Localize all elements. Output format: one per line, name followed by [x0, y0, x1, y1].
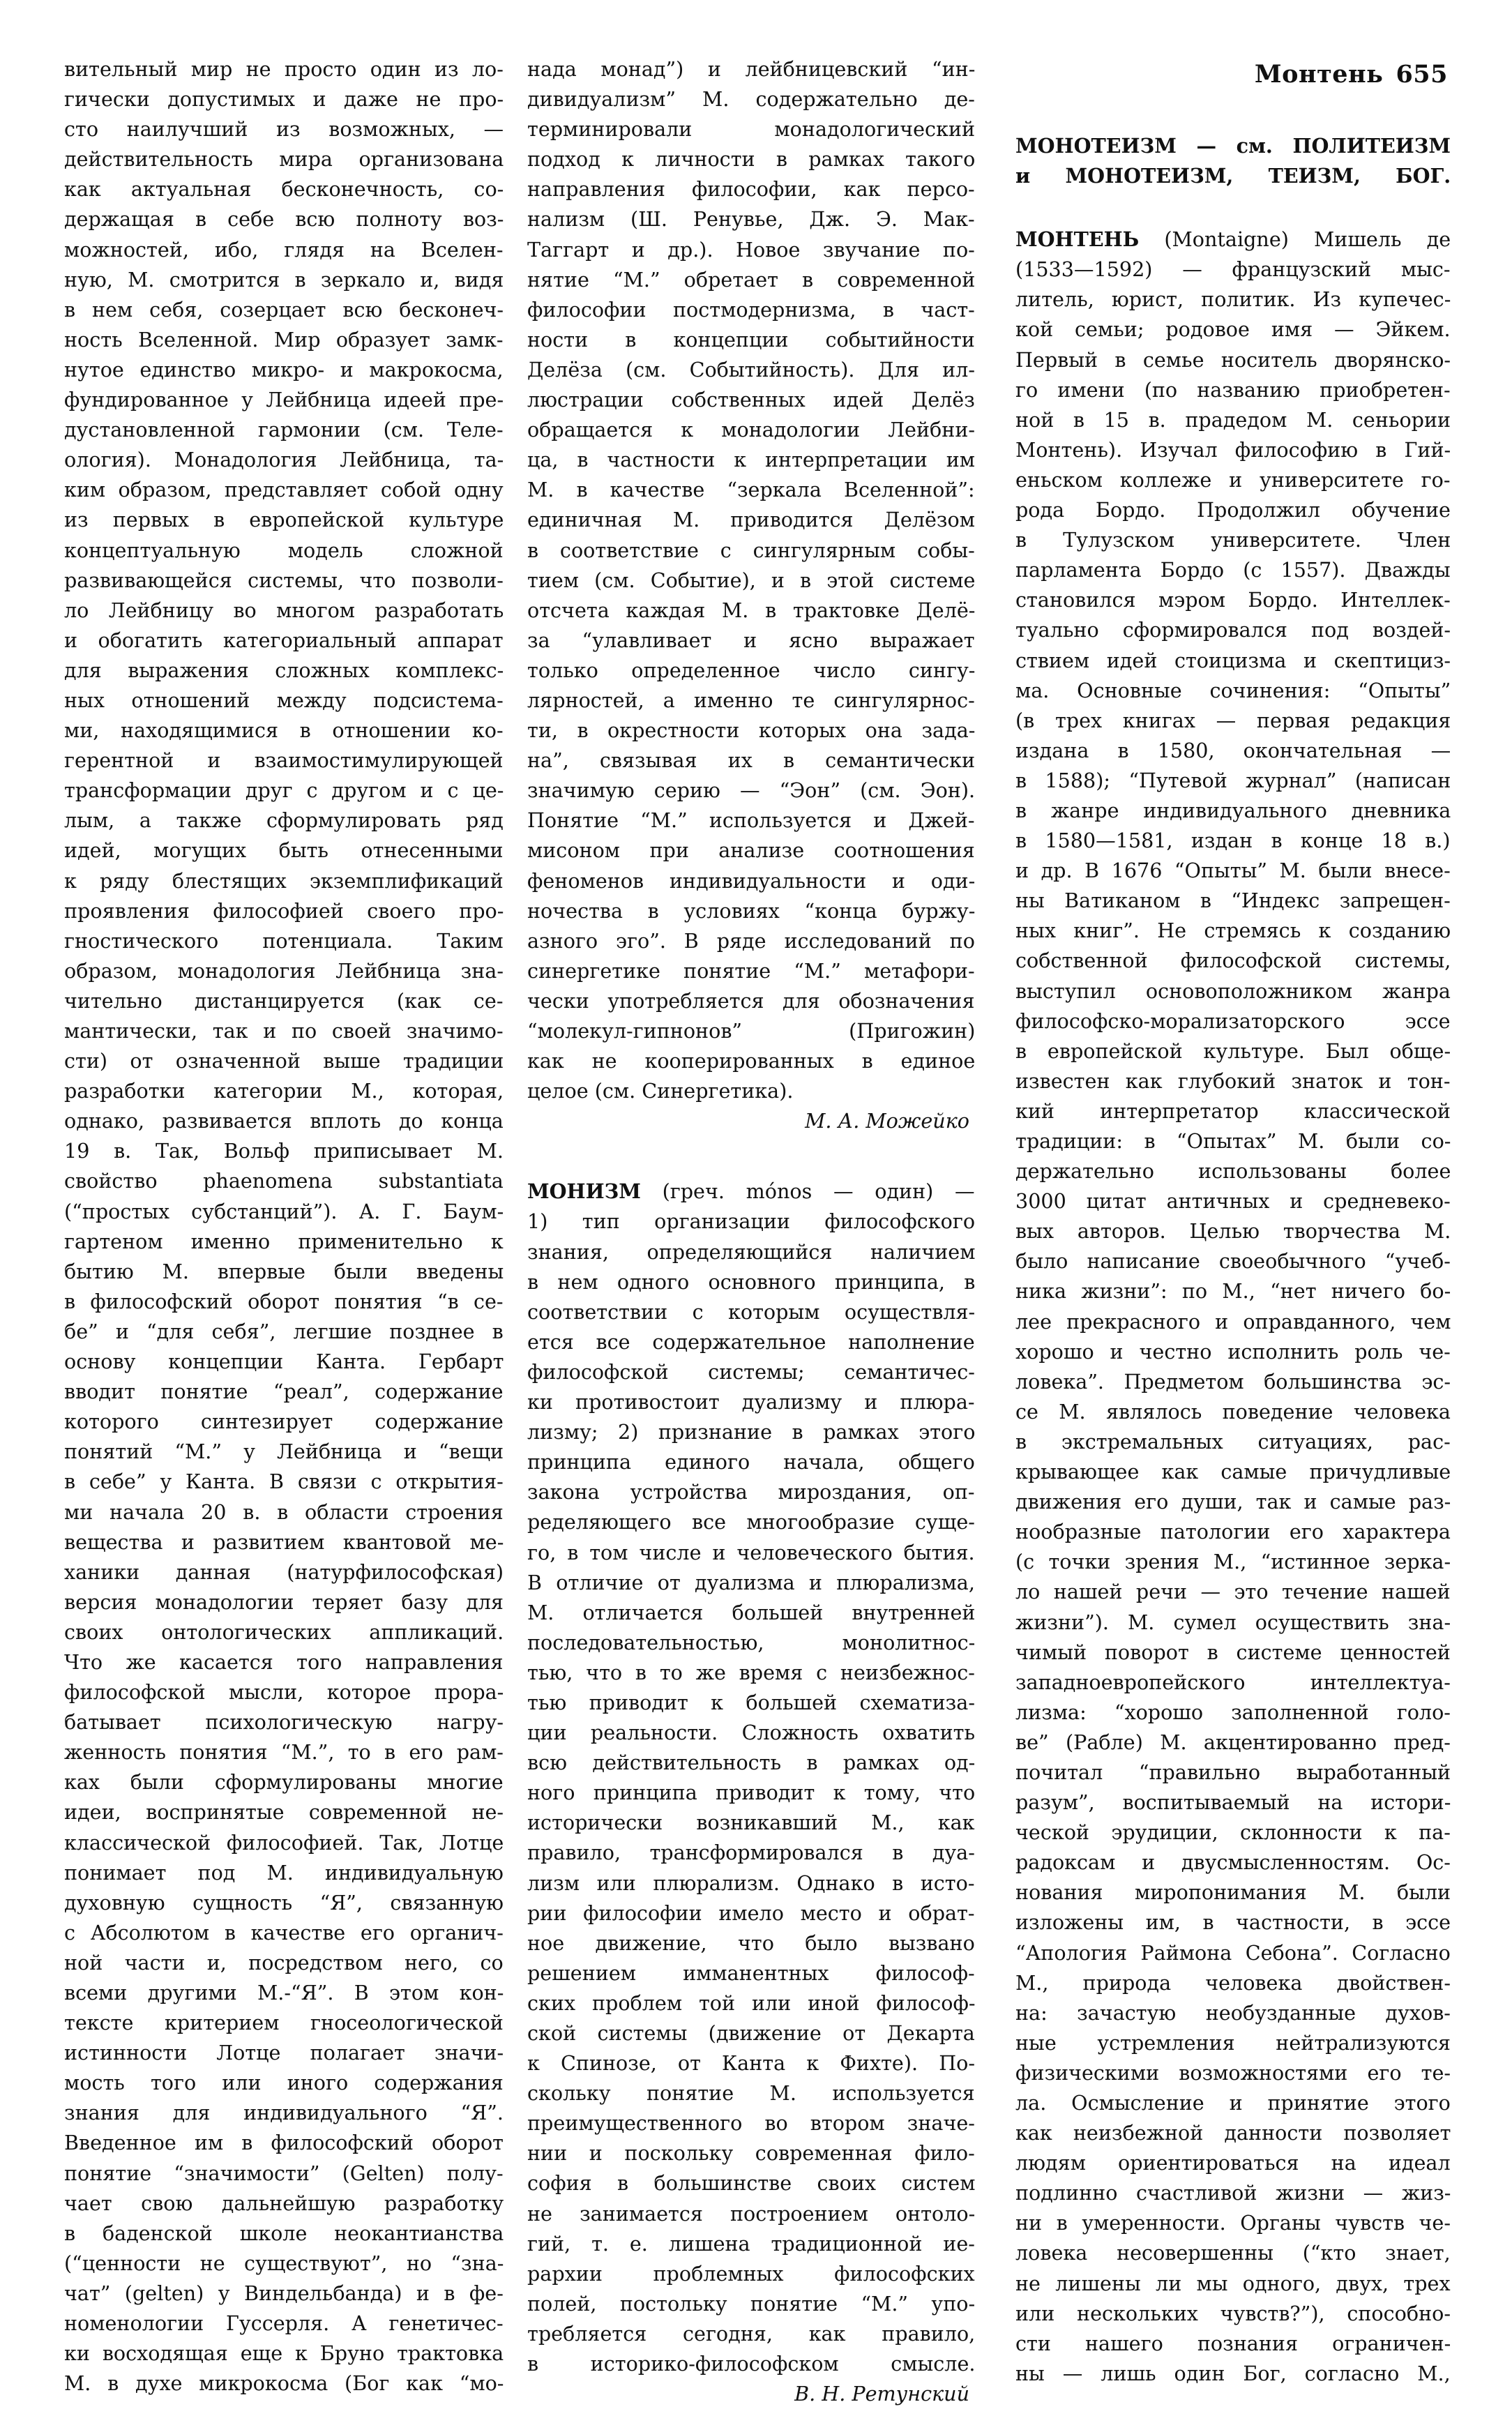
- text-line: философской мысли, которое прора-: [64, 1680, 504, 1705]
- text-line: азного эго”. В ряде исследований по: [527, 928, 975, 953]
- text-line: знания, определяющийся наличием: [527, 1239, 976, 1264]
- text-line: гически допустимых и даже не про-: [64, 87, 504, 112]
- text-line: крывающее как самые причудливые: [1015, 1460, 1451, 1484]
- text-line: (1533—1592) — французский мыс-: [1015, 257, 1451, 282]
- text-line: М. в качестве “зеркала Вселенной”:: [527, 478, 975, 502]
- text-line: ских проблем той или иной философ-: [527, 1991, 976, 2015]
- text-line: людям ориентироваться на идеал: [1015, 2151, 1451, 2175]
- text-line: философской системы; семантичес-: [527, 1359, 975, 1384]
- author-signature: В. Н. Ретунский: [794, 2382, 969, 2406]
- text-line: ночества в условиях “конца буржу-: [527, 898, 976, 923]
- text-line: истинности Лотце полагает значи-: [64, 2041, 504, 2065]
- text-line: не лишены ли мы одного, двух, трех: [1015, 2271, 1451, 2295]
- text-line: женность понятия “М.”, то в его рам-: [64, 1740, 504, 1765]
- text-line: хорошо и честно исполнить роль че-: [1015, 1339, 1451, 1364]
- text-line: целое (см. Синергетика).: [527, 1079, 794, 1103]
- text-line: выступил основоположником жанра: [1015, 979, 1451, 1003]
- montaigne-lead-text: (Montaigne) Мишель де: [1164, 227, 1451, 252]
- page-number: 655: [1396, 60, 1448, 89]
- text-line: ные устремления нейтрализуются: [1015, 2030, 1451, 2055]
- text-line: тью приводит к большей схематиза-: [527, 1690, 975, 1714]
- text-line: исторически возникавший М., как: [527, 1811, 975, 1835]
- text-line: (“ценности не существуют”, но “зна-: [64, 2251, 504, 2275]
- text-line: в экстремальных ситуациях, рас-: [1015, 1429, 1451, 1453]
- entry-monism: [527, 1177, 975, 2379]
- text-line: вительный мир не просто один из ло-: [64, 57, 504, 81]
- text-line: ве” (Рабле) М. акцентированно пред-: [1015, 1730, 1451, 1754]
- text-line: чески употребляется для обозначения: [527, 988, 975, 1013]
- monotheism-crossref-1: МОНОТЕИЗМ — см. ПОЛИТЕИЗМ: [1015, 134, 1451, 158]
- text-line: гартеном именно применительно к: [64, 1229, 504, 1253]
- text-line: ской системы (движение от Декарта: [527, 2021, 975, 2045]
- text-line: люстрации собственных идей Делёз: [527, 388, 975, 412]
- text-line: лым, а также сформулировать ряд: [64, 808, 504, 833]
- text-line: в 1580—1581, издан в конце 18 в.): [1015, 829, 1451, 853]
- text-line: как не кооперированных в единое: [527, 1049, 976, 1073]
- text-line: значимую серию — “Эон” (см. Эон).: [527, 778, 976, 803]
- text-line: понятий “М.” у Лейбница и “вещи: [64, 1440, 504, 1464]
- text-line: скольку понятие М. используется: [527, 2081, 975, 2106]
- text-line: ных отношений между подсистема-: [64, 688, 504, 712]
- entry-separator: [527, 1136, 975, 1177]
- text-line: для выражения сложных комплекс-: [64, 658, 504, 682]
- text-line: ны Ватиканом в “Индекс запрещен-: [1015, 889, 1451, 913]
- running-head: [1255, 60, 1448, 89]
- text-line: решением имманентных философ-: [527, 1961, 975, 1985]
- text-line: ло нашей речи — это течение нашей: [1015, 1580, 1451, 1604]
- text-line: в нем одного основного принципа, в: [527, 1269, 976, 1294]
- text-line: (“простых субстанций”). А. Г. Баум-: [64, 1199, 504, 1223]
- text-line: идеи, воспринятые современной не-: [64, 1800, 504, 1825]
- text-line: сто наилучший из возможных, —: [64, 117, 504, 142]
- text-line: было написание своеобычного “учеб-: [1015, 1249, 1451, 1274]
- text-line: однако, развивается вплоть до конца: [64, 1109, 504, 1133]
- text-line: тью, что в то же время с неизбежнос-: [527, 1660, 975, 1684]
- text-line: ную, М. смотрится в зеркало и, видя: [64, 267, 504, 292]
- text-line: требляется сегодня, как правило,: [527, 2321, 976, 2346]
- text-line: движения его души, так и самые раз-: [1015, 1490, 1451, 1514]
- text-line: направления философии, как персо-: [527, 177, 975, 202]
- text-line: нии и поскольку современная фило-: [527, 2141, 975, 2166]
- column-2: [527, 54, 975, 2409]
- text-line: за “улавливает и ясно выражает: [527, 628, 975, 652]
- text-line: (в трех книгах — первая редакция: [1015, 708, 1451, 732]
- text-line: ного принципа приводит к тому, что: [527, 1781, 976, 1805]
- monism-first-line: [527, 1177, 975, 1207]
- text-line: “Апология Раймона Себона”. Согласно: [1015, 1940, 1451, 1965]
- text-line: держащая в себе всю полноту воз-: [64, 207, 504, 232]
- entry-monotheism: [1015, 131, 1451, 191]
- text-line: известен как глубокий знаток и тон-: [1015, 1068, 1451, 1093]
- text-line: к Спинозе, от Канта к Фихте). По-: [527, 2051, 975, 2076]
- text-line: чительно дистанцируется (как се-: [64, 988, 504, 1013]
- text-line: чает свою дальнейшую разработку: [64, 2191, 504, 2215]
- text-line: М. в духе микрокосма (Бог как “мо-: [64, 2371, 504, 2396]
- text-line: ределяющего все многообразие суще-: [527, 1510, 975, 1534]
- monotheism-line: [1015, 161, 1451, 191]
- text-line: сти нашего познания ограничен-: [1015, 2331, 1451, 2355]
- text-line: 19 в. Так, Вольф приписывает М.: [64, 1139, 504, 1163]
- text-line: своих онтологических аппликаций.: [64, 1619, 504, 1644]
- text-line: тексте критерием гносеологической: [64, 2011, 504, 2035]
- text-line: ника жизни”: по М., “нет ничего бо-: [1015, 1279, 1451, 1304]
- text-line: Введенное им в философский оборот: [64, 2131, 504, 2155]
- text-line: чимый поворот в системе ценностей: [1015, 1640, 1451, 1664]
- text-line: кой семьи; родовое имя — Эйкем.: [1015, 317, 1451, 342]
- text-line: рии философии имело место и обрат-: [527, 1901, 975, 1925]
- text-line: гий, т. е. лишена традиционной ие-: [527, 2231, 975, 2256]
- text-line: изложены им, в частности, в эссе: [1015, 1910, 1451, 1935]
- text-line: М., природа человека двойствен-: [1015, 1970, 1451, 1995]
- text-line: бытию М. впервые были введены: [64, 1259, 504, 1283]
- text-line: трансформации друг с другом и с це-: [64, 778, 504, 803]
- text-line: нутое единство микро- и макрокосма,: [64, 357, 504, 382]
- text-line: се М. являлось поведение человека: [1015, 1399, 1451, 1424]
- text-line: нообразные патологии его характера: [1015, 1520, 1451, 1544]
- text-line: мость того или иного содержания: [64, 2071, 504, 2095]
- text-line: лярностей, а именно те сингулярнос-: [527, 688, 975, 712]
- text-line: или нескольких чувств?”), способно-: [1015, 2301, 1451, 2325]
- text-line: только определенное число сингу-: [527, 658, 976, 682]
- text-line: соответствии с которым осуществля-: [527, 1299, 976, 1324]
- text-line: лизма: “хорошо заполненной голо-: [1015, 1700, 1451, 1724]
- text-line: проявления философией своего про-: [64, 898, 504, 923]
- text-line: почитал “правильно выработанный: [1015, 1760, 1451, 1784]
- text-line: Делёза (см. Событийность). Для ил-: [527, 357, 976, 382]
- montaigne-first-line: [1015, 225, 1451, 255]
- text-line: как актуальная бесконечность, со-: [64, 177, 504, 202]
- entry-separator: [1015, 191, 1451, 225]
- text-line: туально сформировался под воздей-: [1015, 618, 1451, 642]
- text-line: ким образом, представляет собой одну: [64, 478, 504, 502]
- text-line: основу концепции Канта. Гербарт: [64, 1350, 504, 1374]
- text-line: классической философией. Так, Лотце: [64, 1830, 504, 1855]
- text-line: версия монадологии теряет базу для: [64, 1589, 504, 1614]
- text-line: подход к личности в рамках такого: [527, 147, 976, 172]
- text-line: концептуальную модель сложной: [64, 538, 504, 562]
- text-line: ной в 15 в. прадедом М. сеньории: [1015, 407, 1451, 432]
- text-line: батывает психологическую нагру-: [64, 1710, 504, 1735]
- text-line: физическими возможностями его те-: [1015, 2060, 1451, 2085]
- text-line: “молекул-гипнонов” (Пригожин): [527, 1019, 976, 1043]
- text-line: которого синтезирует содержание: [64, 1410, 504, 1434]
- text-line: всеми другими М.-“Я”. В этом кон-: [64, 1981, 504, 2004]
- text-line: гностического потенциала. Таким: [64, 928, 504, 953]
- text-line: ми начала 20 в. в области строения: [64, 1500, 504, 1524]
- text-line: ла. Осмысление и принятие этого: [1015, 2091, 1451, 2115]
- text-line: в жанре индивидуального дневника: [1015, 798, 1451, 822]
- text-line: Понятие “М.” используется и Джей-: [527, 808, 975, 833]
- text-line: ках были сформулированы многие: [64, 1770, 504, 1795]
- text-line: в Тулузском университете. Член: [1015, 528, 1451, 552]
- text-line: разум”, воспитываемый на истори-: [1015, 1790, 1451, 1815]
- entry-headword: МОНИЗМ: [527, 1179, 641, 1204]
- text-line: го имени (по названию приобретен-: [1015, 377, 1451, 402]
- text-line: нятие “М.” обретает в современной: [527, 267, 976, 292]
- text-line: правило, трансформировался в дуа-: [527, 1841, 975, 1865]
- text-line: тием (см. Событие), и в этой системе: [527, 568, 976, 592]
- text-line: духовную сущность “Я”, связанную: [64, 1890, 504, 1915]
- column-1: [64, 54, 504, 2399]
- text-line: 1) тип организации философского: [527, 1209, 976, 1234]
- article-text-continuation: [64, 54, 504, 2399]
- text-line: дивидуализм” М. содержательно де-: [527, 87, 975, 112]
- text-line: вых авторов. Целью творчества М.: [1015, 1219, 1451, 1244]
- text-line: всю действительность в рамках од-: [527, 1751, 976, 1775]
- monotheism-crossref-2: и МОНОТЕИЗМ, ТЕИЗМ, БОГ.: [1015, 164, 1451, 188]
- text-line: действительность мира организована: [64, 147, 504, 172]
- text-line: в философский оборот понятия “в се-: [64, 1289, 504, 1313]
- text-line: в соответствие с сингулярным собы-: [527, 538, 975, 562]
- text-line: М. отличается большей внутренней: [527, 1600, 976, 1624]
- text-line: ствием идей стоицизма и скептициз-: [1015, 648, 1451, 672]
- text-line: ханики данная (натурфилософская): [64, 1560, 504, 1584]
- text-line: свойство phaenomena substantiata: [64, 1169, 504, 1193]
- text-line: Что же касается того направления: [64, 1649, 504, 1674]
- column-3: [1015, 131, 1451, 2389]
- text-line: ца, в частности к интерпретации им: [527, 448, 975, 472]
- text-line: в европейской культуре. Был обще-: [1015, 1039, 1451, 1063]
- text-line: нализм (Ш. Ренувье, Дж. Э. Мак-: [527, 207, 975, 232]
- text-line: полей, постольку понятие “М.” упо-: [527, 2291, 976, 2316]
- text-line: обращается к монадологии Лейбни-: [527, 418, 976, 442]
- author-signature: М. А. Можейко: [805, 1109, 969, 1133]
- monism-lead-text: (греч. mónos — один) —: [662, 1179, 975, 1204]
- text-line: традиции: в “Опытах” М. были со-: [1015, 1129, 1451, 1153]
- text-line: ти, в окрестности которых она зада-: [527, 718, 976, 743]
- text-line: го, в том числе и человеческого бытия.: [527, 1540, 975, 1564]
- text-line: терминировали монадологический: [527, 117, 976, 142]
- text-line: в нем себя, созерцает всю бесконеч-: [64, 297, 504, 322]
- text-line: в 1588); “Путевой журнал” (написан: [1015, 768, 1451, 792]
- text-line: знания для индивидуального “Я”.: [64, 2101, 504, 2125]
- text-line: на”, связывая их в семантически: [527, 748, 976, 773]
- text-line: еньском коллеже и университете го-: [1015, 467, 1451, 492]
- text-line: кий интерпретатор классической: [1015, 1098, 1451, 1123]
- text-line: и обогатить категориальный аппарат: [64, 628, 504, 652]
- text-line: мисоном при анализе соотношения: [527, 838, 975, 863]
- monotheism-line: [1015, 131, 1451, 161]
- text-line: философско-морализаторского эссе: [1015, 1009, 1451, 1033]
- entry-headword: МОНТЕНЬ: [1015, 227, 1140, 252]
- text-line: литель, юрист, политик. Из купечес-: [1015, 287, 1451, 312]
- text-line: принципа единого начала, общего: [527, 1450, 975, 1474]
- text-line: лее прекрасного и оправданного, чем: [1015, 1309, 1451, 1334]
- text-line: нада монад”) и лейбницевский “ин-: [527, 57, 976, 81]
- text-line: фундированное у Лейбница идеей пре-: [64, 388, 504, 412]
- text-line: ловека несовершенны (“кто знает,: [1015, 2241, 1451, 2265]
- text-line: можностей, ибо, глядя на Вселен-: [64, 237, 504, 262]
- text-line: 3000 цитат античных и средневеко-: [1015, 1189, 1451, 1214]
- text-line: лизм или плюрализм. Однако в исто-: [527, 1871, 975, 1895]
- text-line: ми, находящимися в отношении ко-: [64, 718, 504, 743]
- text-line: феноменов индивидуальности и оди-: [527, 868, 976, 893]
- text-line: развивающейся системы, что позволи-: [64, 568, 504, 592]
- text-line: жизни”). М. сумел осуществить зна-: [1015, 1610, 1451, 1634]
- text-line: как неизбежной данности позволяет: [1015, 2121, 1451, 2145]
- text-line: синергетике понятие “М.” метафори-: [527, 958, 975, 983]
- text-line: преимущественного во втором значе-: [527, 2111, 975, 2136]
- text-line: вводит понятие “реал”, содержание: [64, 1380, 504, 1404]
- text-line: номенологии Гуссерля. А генетичес-: [64, 2311, 504, 2336]
- entry-montaigne: [1015, 225, 1451, 2389]
- text-line: рархии проблемных философских: [527, 2261, 975, 2286]
- text-line: ность Вселенной. Мир образует замк-: [64, 327, 504, 352]
- text-line: ется все содержательное наполнение: [527, 1329, 975, 1354]
- text-line: ное движение, что было вызвано: [527, 1931, 975, 1955]
- text-line: издана в 1580, окончательная —: [1015, 738, 1451, 762]
- text-line: рода Бордо. Продолжил обучение: [1015, 498, 1451, 522]
- text-line: понимает под М. индивидуальную: [64, 1860, 504, 1885]
- text-line: ции реальности. Сложность охватить: [527, 1721, 976, 1745]
- text-line: понятие “значимости” (Gelten) полу-: [64, 2161, 504, 2185]
- text-line: последовательностью, монолитнос-: [527, 1630, 976, 1654]
- text-line: В отличие от дуализма и плюрализма,: [527, 1570, 975, 1594]
- text-line: радоксам и двусмысленностям. Ос-: [1015, 1850, 1451, 1875]
- text-line: ной части и, посредством него, со: [64, 1950, 504, 1974]
- text-line: парламента Бордо (с 1557). Дважды: [1015, 558, 1451, 582]
- text-line: чат” (gelten) у Виндельбанда) и в фе-: [64, 2281, 504, 2305]
- text-line: ни в умеренности. Органы чувств че-: [1015, 2211, 1451, 2235]
- text-line: закона устройства мироздания, оп-: [527, 1480, 975, 1504]
- text-line: отсчета каждая М. в трактовке Делё-: [527, 598, 976, 622]
- text-line: ки восходящая еще к Бруно трактовка: [64, 2341, 504, 2366]
- text-line: мантически, так и по своей значимо-: [64, 1019, 504, 1043]
- text-line: герентной и взаимостимулирующей: [64, 748, 504, 773]
- text-line: западноевропейского интеллектуа-: [1015, 1670, 1451, 1694]
- text-line: дустановленной гармонии (см. Теле-: [64, 418, 504, 442]
- text-line: не занимается построением онтоло-: [527, 2201, 976, 2226]
- text-line: Таггарт и др.). Новое звучание по-: [527, 237, 975, 262]
- text-line: ных книг”. Не стремясь к созданию: [1015, 919, 1451, 943]
- text-line: философии постмодернизма, в част-: [527, 297, 975, 322]
- text-line: ности в концепции событийности: [527, 327, 975, 352]
- text-line: в баденской школе неокантианства: [64, 2221, 504, 2245]
- text-line: Монтень). Изучал философию в Гий-: [1015, 437, 1451, 462]
- text-line: с Абсолютом в качестве его органич-: [64, 1920, 504, 1944]
- text-line: в себе” у Канта. В связи с открытия-: [64, 1470, 504, 1494]
- text-line: ловека”. Предметом большинства эс-: [1015, 1369, 1451, 1394]
- text-line: бе” и “для себя”, легшие позднее в: [64, 1319, 504, 1343]
- text-line: ма. Основные сочинения: “Опыты”: [1015, 678, 1451, 702]
- text-line: ческой эрудиции, склонности к па-: [1015, 1820, 1451, 1845]
- text-line: Первый в семье носитель дворянско-: [1015, 347, 1451, 372]
- text-line: образом, монадология Лейбница зна-: [64, 958, 504, 983]
- text-line: ки противостоит дуализму и плюра-: [527, 1390, 975, 1414]
- text-line: подлинно счастливой жизни — жиз-: [1015, 2181, 1451, 2205]
- text-line: на: зачастую необузданные духов-: [1015, 2000, 1451, 2025]
- text-line: к ряду блестящих экземплификаций: [64, 868, 504, 893]
- text-line: держательно использованы более: [1015, 1159, 1451, 1184]
- running-head-title: Монтень: [1254, 60, 1384, 89]
- text-line: в историко-философском смысле.: [527, 2352, 976, 2376]
- text-line: единичная М. приводится Делёзом: [527, 508, 975, 532]
- text-line: нования миропонимания М. были: [1015, 1880, 1451, 1905]
- text-line: разработки категории М., которая,: [64, 1079, 504, 1103]
- text-line: софия в большинстве своих систем: [527, 2171, 976, 2196]
- text-line: лизму; 2) признание в рамках этого: [527, 1420, 976, 1444]
- article-text-continuation-2: [527, 54, 975, 1106]
- text-line: идей, могущих быть отнесенными: [64, 838, 504, 863]
- text-line: ология). Монадология Лейбница, та-: [64, 448, 504, 472]
- text-line: собственной философской системы,: [1015, 949, 1451, 973]
- text-line: вещества и развитием квантовой ме-: [64, 1530, 504, 1554]
- text-line: ны — лишь один Бог, согласно М.,: [1015, 2361, 1451, 2385]
- text-line: из первых в европейской культуре: [64, 508, 504, 532]
- text-line: (с точки зрения М., “истинное зерка-: [1015, 1550, 1451, 1574]
- text-line: сти) от означенной выше традиции: [64, 1049, 504, 1073]
- text-line: ло Лейбницу во многом разработать: [64, 598, 504, 622]
- text-line: становился мэром Бордо. Интеллек-: [1015, 588, 1451, 612]
- text-line: и др. В 1676 “Опыты” М. были внесе-: [1015, 859, 1451, 883]
